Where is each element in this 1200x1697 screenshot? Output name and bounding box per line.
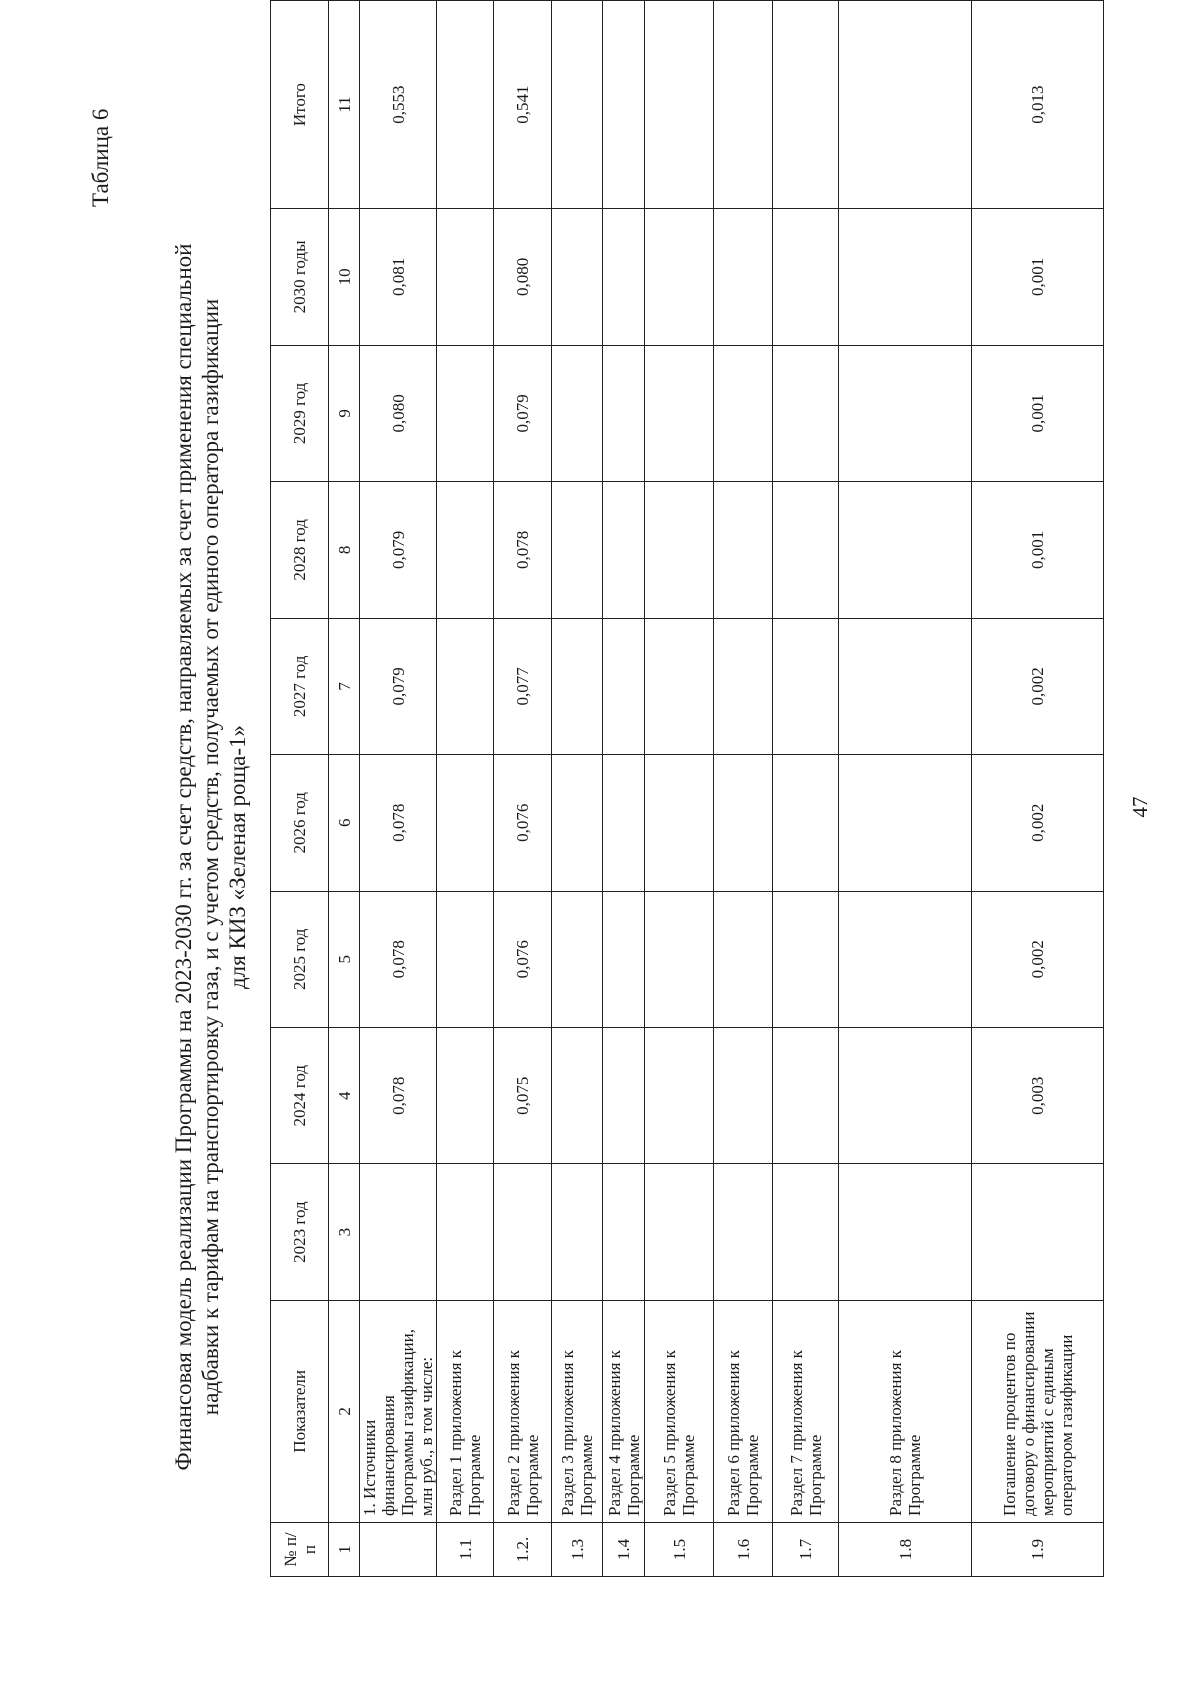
row-number: 1.9 (972, 1523, 1104, 1577)
value-cell (839, 1, 972, 209)
table-title (170, 177, 251, 1537)
row-indicator: Раздел 5 приложения к Программе (645, 1300, 714, 1522)
value-cell (645, 891, 714, 1027)
value-cell (714, 1164, 773, 1300)
column-number-cell: 10 (329, 209, 360, 345)
value-cell (714, 345, 773, 481)
value-cell (839, 1164, 972, 1300)
title-line: Финансовая модель реализации Программы на 2023-2030 гг. за счет средств, направляемых за счет применения специальной (171, 243, 196, 1471)
row-indicator: Раздел 6 приложения к Программе (714, 1300, 773, 1522)
value-cell (773, 209, 839, 345)
table-row (603, 1, 645, 1577)
value-cell: 0,002 (972, 755, 1104, 891)
table-row (360, 1, 437, 1577)
row-number (360, 1523, 437, 1577)
table-row (552, 1, 603, 1577)
header-cell: Итого (271, 1, 329, 209)
value-cell (603, 618, 645, 754)
value-cell (645, 1164, 714, 1300)
value-cell: 0,077 (494, 618, 552, 754)
value-cell (839, 755, 972, 891)
table-row (714, 1, 773, 1577)
value-cell (714, 618, 773, 754)
value-cell: 0,076 (494, 755, 552, 891)
row-indicator: Раздел 7 приложения к Программе (773, 1300, 839, 1522)
header-cell: 2023 год (271, 1164, 329, 1300)
value-cell (773, 482, 839, 618)
value-cell (714, 891, 773, 1027)
value-cell (645, 345, 714, 481)
value-cell: 0,001 (972, 482, 1104, 618)
value-cell: 0,002 (972, 891, 1104, 1027)
header-cell: 2024 год (271, 1028, 329, 1164)
value-cell (603, 891, 645, 1027)
column-number-cell: 1 (329, 1523, 360, 1577)
table-row (494, 1, 552, 1577)
value-cell (714, 1028, 773, 1164)
value-cell (839, 345, 972, 481)
table-row (839, 1, 972, 1577)
value-cell (437, 209, 494, 345)
value-cell (773, 345, 839, 481)
value-cell (552, 755, 603, 891)
header-cell: 2027 год (271, 618, 329, 754)
header-cell: 2029 год (271, 345, 329, 481)
row-number: 1.1 (437, 1523, 494, 1577)
column-number-cell: 3 (329, 1164, 360, 1300)
header-cell: 2028 год (271, 482, 329, 618)
value-cell: 0,080 (494, 209, 552, 345)
value-cell (603, 209, 645, 345)
header-cell: Показатели (271, 1300, 329, 1522)
value-cell: 0,003 (972, 1028, 1104, 1164)
value-cell: 0,076 (494, 891, 552, 1027)
value-cell (839, 1028, 972, 1164)
table-row (773, 1, 839, 1577)
value-cell: 0,002 (972, 618, 1104, 754)
value-cell: 0,553 (360, 1, 437, 209)
value-cell (714, 209, 773, 345)
value-cell (773, 755, 839, 891)
value-cell (437, 891, 494, 1027)
value-cell (645, 209, 714, 345)
value-cell: 0,078 (360, 891, 437, 1027)
header-cell: 2025 год (271, 891, 329, 1027)
value-cell (437, 755, 494, 891)
header-cell: 2030 годы (271, 209, 329, 345)
value-cell (645, 755, 714, 891)
row-number: 1.8 (839, 1523, 972, 1577)
value-cell (603, 755, 645, 891)
value-cell: 0,079 (360, 482, 437, 618)
header-row (271, 1, 329, 1577)
value-cell (437, 618, 494, 754)
row-number: 1.7 (773, 1523, 839, 1577)
value-cell (437, 482, 494, 618)
value-cell (839, 891, 972, 1027)
value-cell: 0,541 (494, 1, 552, 209)
table-row (972, 1, 1104, 1577)
value-cell (773, 891, 839, 1027)
column-number-cell: 7 (329, 618, 360, 754)
column-number-cell: 11 (329, 1, 360, 209)
value-cell (437, 345, 494, 481)
value-cell (645, 1028, 714, 1164)
column-number-cell: 2 (329, 1300, 360, 1522)
value-cell: 0,078 (360, 755, 437, 891)
row-number: 1.4 (603, 1523, 645, 1577)
value-cell: 0,078 (494, 482, 552, 618)
financial-table (270, 0, 1104, 1577)
value-cell (552, 482, 603, 618)
value-cell (773, 1, 839, 209)
table-row (437, 1, 494, 1577)
value-cell (839, 618, 972, 754)
column-number-cell: 4 (329, 1028, 360, 1164)
value-cell (437, 1164, 494, 1300)
value-cell: 0,001 (972, 209, 1104, 345)
table-row (645, 1, 714, 1577)
value-cell: 0,079 (360, 618, 437, 754)
column-number-row (329, 1, 360, 1577)
value-cell (839, 209, 972, 345)
value-cell (603, 1164, 645, 1300)
value-cell: 0,081 (360, 209, 437, 345)
value-cell (437, 1028, 494, 1164)
value-cell: 0,078 (360, 1028, 437, 1164)
title-line: надбавки к тарифам на транспортировку газа, и с учетом средств, получаемых от единого оператора газификации (198, 298, 223, 1416)
value-cell (437, 1, 494, 209)
value-cell (603, 482, 645, 618)
column-number-cell: 8 (329, 482, 360, 618)
value-cell (773, 1164, 839, 1300)
table-label: Таблица 6 (88, 108, 113, 207)
row-number: 1.2. (494, 1523, 552, 1577)
value-cell (552, 1, 603, 209)
row-indicator: Раздел 3 приложения к Программе (552, 1300, 603, 1522)
row-number: 1.6 (714, 1523, 773, 1577)
value-cell (494, 1164, 552, 1300)
header-cell: № п/п (271, 1523, 329, 1577)
value-cell (714, 482, 773, 618)
title-line: для КИЗ «Зеленая роща-1» (225, 724, 250, 990)
value-cell (972, 1164, 1104, 1300)
row-number: 1.5 (645, 1523, 714, 1577)
value-cell (603, 1028, 645, 1164)
value-cell (773, 618, 839, 754)
row-indicator: Раздел 1 приложения к Программе (437, 1300, 494, 1522)
page-number: 47 (1128, 796, 1152, 818)
value-cell: 0,079 (494, 345, 552, 481)
row-indicator: 1. Источники финансирования Программы газификации, млн руб., в том числе: (360, 1300, 437, 1522)
value-cell (645, 618, 714, 754)
value-cell (552, 891, 603, 1027)
value-cell (773, 1028, 839, 1164)
value-cell (714, 1, 773, 209)
value-cell (603, 345, 645, 481)
row-indicator: Погашение процентов по договору о финансировании мероприятий с единым оператором газификации (972, 1300, 1104, 1522)
value-cell (839, 482, 972, 618)
value-cell (603, 1, 645, 209)
column-number-cell: 9 (329, 345, 360, 481)
value-cell: 0,013 (972, 1, 1104, 209)
row-indicator: Раздел 4 приложения к Программе (603, 1300, 645, 1522)
row-number: 1.3 (552, 1523, 603, 1577)
row-indicator: Раздел 8 приложения к Программе (839, 1300, 972, 1522)
value-cell (360, 1164, 437, 1300)
column-number-cell: 6 (329, 755, 360, 891)
header-cell: 2026 год (271, 755, 329, 891)
column-number-cell: 5 (329, 891, 360, 1027)
value-cell: 0,080 (360, 345, 437, 481)
value-cell: 0,001 (972, 345, 1104, 481)
value-cell (552, 618, 603, 754)
value-cell (552, 1164, 603, 1300)
value-cell (552, 209, 603, 345)
row-indicator: Раздел 2 приложения к Программе (494, 1300, 552, 1522)
value-cell (552, 1028, 603, 1164)
value-cell (645, 1, 714, 209)
value-cell: 0,075 (494, 1028, 552, 1164)
value-cell (645, 482, 714, 618)
value-cell (714, 755, 773, 891)
value-cell (552, 345, 603, 481)
